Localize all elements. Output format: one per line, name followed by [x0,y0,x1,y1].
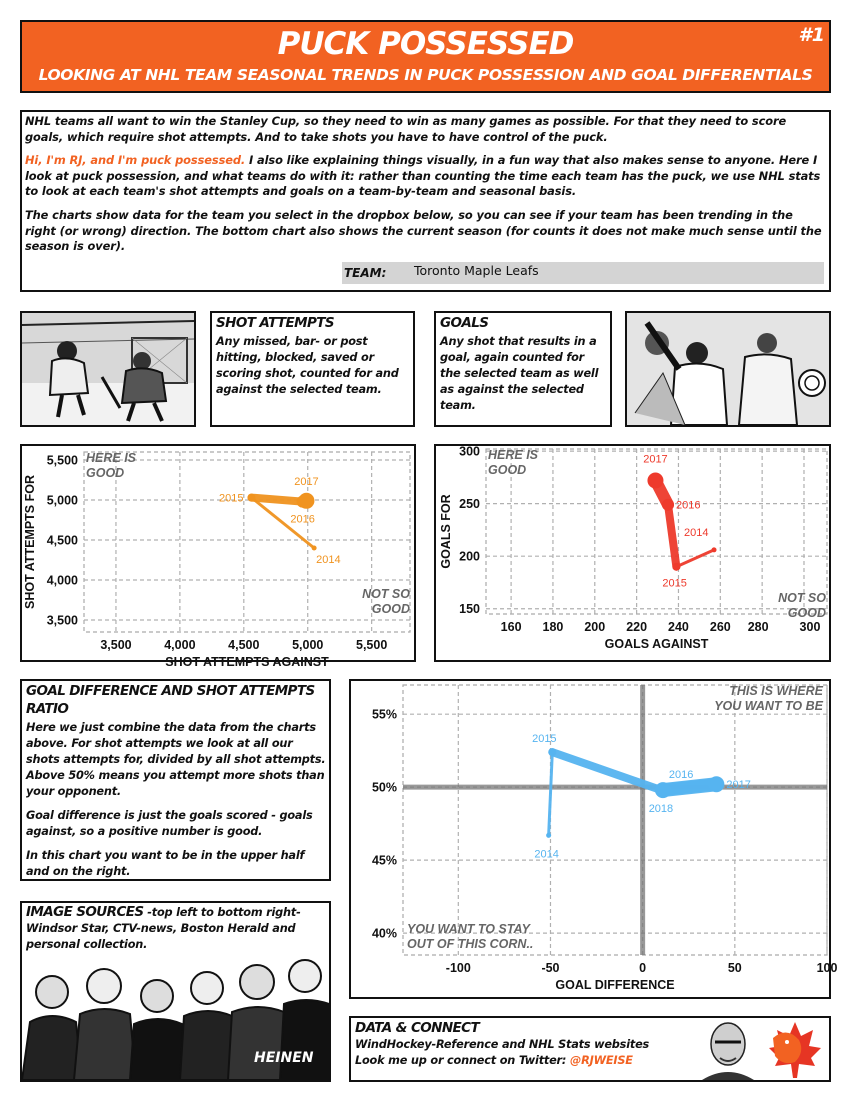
data-label: 2015 [532,733,557,746]
data-label: 2014 [534,848,559,861]
x-tick-label: 180 [542,620,564,634]
y-tick-label: 55% [371,707,397,722]
goals-chart [436,446,829,660]
x-tick-label: 240 [668,620,689,634]
team-select-value[interactable]: Toronto Maple Leafs [414,263,539,278]
jersey-lettering: HEINEN [254,1050,314,1066]
x-axis-label: GOALS AGAINST [604,637,709,651]
sources-text: -top left to bottom right- Windsor Star, CTV-news, Boston Herald and personal collection. [26,906,301,951]
intro-paragraph-1: NHL teams all want to win the Stanley Cup, so they need to win as many games as possible. For that they need to score goals, which require shot attempts. And to take shots you have to have control of the puck. [25,114,787,144]
shot-attempts-definition [210,311,415,427]
trend-segment [663,784,716,790]
y-tick-label: 200 [459,549,480,564]
x-tick-label: 220 [626,620,648,634]
data-point [298,493,314,509]
plot-frame [403,685,827,955]
x-tick-label: 100 [816,961,838,975]
shot-attempts-title: SHOT ATTEMPTS [216,315,334,331]
y-tick-label: 5,500 [46,453,78,468]
data-point [655,782,671,798]
y-tick-label: 250 [459,497,480,512]
annotation-bad-line: OUT OF THIS CORN.. [407,937,534,951]
data-label: 2015 [662,577,687,590]
image-sources-panel [20,901,331,1082]
annotation-bad-line: YOU WANT TO STAY [407,922,530,936]
data-point [647,473,663,489]
y-tick-label: 5,000 [46,493,78,508]
data-label: 2015 [218,492,244,505]
goals-definition [434,311,612,427]
y-tick-label: 3,500 [46,613,78,628]
gd-paragraph-1: Here we just combine the data from the charts above. For shot attempts we look at all our shots attempts for, divided by all shot attempts. Above 50% means you attempt more shots than your opponent. [26,721,326,798]
x-tick-label: -100 [445,961,471,975]
twitter-handle-link[interactable]: @RJWEISE [569,1054,633,1067]
goal-difference-chart-panel [349,679,838,999]
intro-paragraph-2 [25,153,826,200]
x-tick-label: 280 [747,620,769,634]
x-axis-label: GOAL DIFFERENCE [555,978,675,992]
page-title: PUCK POSSESSED [277,26,574,62]
data-point [312,546,317,551]
shot-attempts-text: Any missed, bar- or post hitting, blocked, saved or scoring shot, counted for and against the selected team. [216,335,399,396]
data-point [712,547,717,552]
x-tick-label: 260 [709,620,731,634]
data-label: 2016 [676,499,701,512]
data-label: 2017 [643,453,668,466]
trend-segment [251,498,302,502]
x-tick-label: 5,500 [356,638,388,652]
page-subtitle: LOOKING AT NHL TEAM SEASONAL TRENDS IN PUCK POSSESSION AND GOAL DIFFERENTIALS [38,66,813,84]
avatar-icon [698,1018,758,1080]
annotation-good-line: HERE IS [86,451,137,465]
intro-paragraph-2-rest: I also like explaining things visually, in a fun way that also makes sense to anyone. Here I look at puck possession, and what teams do with it: rather than counting the time each team has the puck, we use NHL stats to look at each team's shot attempts and goals on a team-by-team and seasonal basis. [25,153,821,199]
data-point [546,833,551,838]
data-label: 2017 [294,475,319,488]
lion-maple-leaf-logo-icon [765,1018,825,1080]
page-header [20,20,831,93]
intro-highlight: Hi, I'm RJ, and I'm puck possessed. [25,153,246,168]
data-label: 2016 [668,769,694,782]
y-tick-label: 4,500 [46,533,78,548]
annotation-good-line: HERE IS [488,448,539,462]
gd-paragraph-2: Goal difference is just the goals scored - goals against, so a positive number is good. [26,809,313,838]
data-point [548,748,556,756]
plot-frame [84,452,410,632]
y-tick-label: 300 [459,444,480,459]
x-tick-label: 300 [799,620,821,634]
y-tick-label: 50% [371,780,397,795]
trend-segment [549,752,553,835]
y-tick-label: 45% [371,853,397,868]
celebration-photo-icon [625,311,831,427]
issue-number: #1 [798,24,825,46]
data-label: 2018 [648,803,674,816]
x-tick-label: 160 [500,620,522,634]
x-tick-label: 4,000 [164,638,196,652]
x-tick-label: -50 [541,961,560,975]
goal-difference-chart [351,681,838,997]
x-tick-label: 3,500 [100,638,132,652]
data-point [662,499,674,511]
intro-panel [20,110,831,292]
gd-title: GOAL DIFFERENCE AND SHOT ATTEMPTS RATIO [26,683,315,717]
trend-segment [668,505,676,567]
annotation-good-line: YOU WANT TO BE [714,699,823,713]
y-axis-label: GOALS FOR [439,494,453,569]
x-axis-label: SHOT ATTEMPTS AGAINST [165,655,329,669]
shot-attempts-chart [22,446,414,669]
y-tick-label: 4,000 [46,573,78,588]
annotation-bad-line: GOOD [371,602,410,616]
goal-difference-definition [20,679,331,881]
x-tick-label: 50 [727,961,742,975]
trend-segment [676,550,714,567]
shot-attempts-chart-panel [20,444,416,669]
annotation-good-line: THIS IS WHERE [729,684,823,698]
y-tick-label: 150 [459,602,480,617]
data-point [708,776,724,792]
annotation-bad-line: NOT SO [778,591,826,605]
x-tick-label: 5,000 [292,638,324,652]
connect-line-1: WindHockey-Reference and NHL Stats websites [355,1038,650,1051]
team-dropdown[interactable] [342,262,824,284]
data-label: 2014 [316,554,341,566]
data-point [247,494,255,502]
gd-paragraph-3: In this chart you want to be in the upper half and on the right. [26,849,305,878]
data-label: 2014 [684,526,709,539]
annotation-good-line: GOOD [86,466,125,480]
x-tick-label: 200 [584,620,606,634]
intro-paragraph-3: The charts show data for the team you select in the dropbox below, so you can see if your team has been trending in the right (or wrong) direction. The bottom chart also shows the current season (for counts it does not make much sense until the season is over). [25,207,822,254]
team-label: TEAM: [344,266,387,280]
y-axis-label: SHOT ATTEMPTS FOR [23,474,37,610]
data-point [672,563,680,571]
data-connect-panel [349,1016,831,1082]
connect-line-2-text: Look me up or connect on Twitter: [355,1054,570,1067]
data-label: 2016 [290,513,315,526]
goals-text: Any shot that results in a goal, again counted for the selected team as well as against the selected team. [440,335,599,412]
annotation-good-line: GOOD [488,463,527,477]
x-tick-label: 4,500 [228,638,260,652]
y-tick-label: 40% [371,926,397,941]
sources-text-block [26,904,327,953]
hockey-photo-icon [20,311,196,427]
goals-title: GOALS [440,315,489,331]
connect-title: DATA & CONNECT [355,1020,480,1036]
data-label: 2017 [726,779,751,792]
annotation-bad-line: GOOD [787,606,826,620]
annotation-bad-line: NOT SO [362,587,410,601]
sources-title: IMAGE SOURCES [26,904,144,920]
team-photo-icon [22,962,329,1080]
x-tick-label: 0 [639,961,647,975]
goals-chart-panel [434,444,831,662]
